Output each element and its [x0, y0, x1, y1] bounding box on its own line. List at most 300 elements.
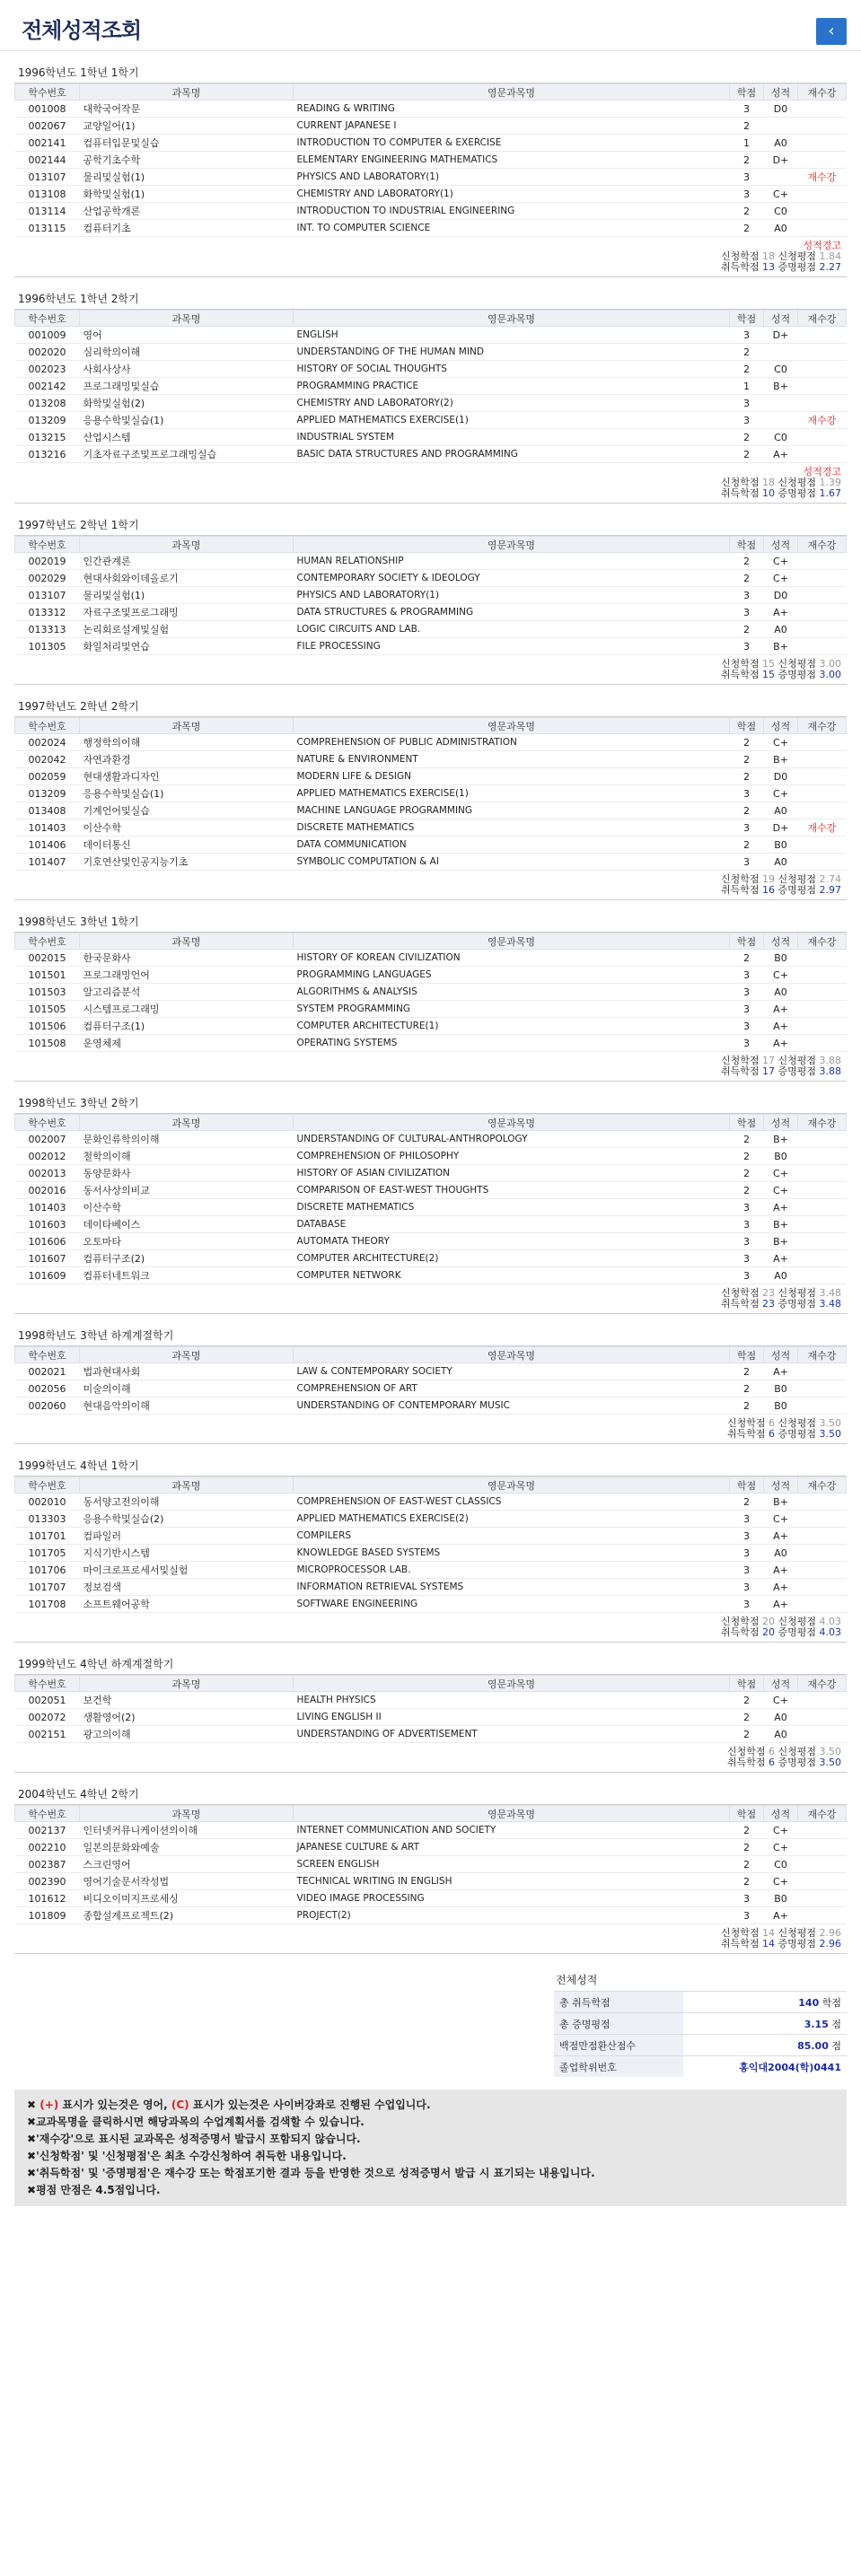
column-header-english-name: 영문과목명 — [294, 1347, 730, 1363]
course-name[interactable]: 철학의이해 — [80, 1148, 294, 1165]
table-row — [15, 203, 847, 220]
table-row — [15, 429, 847, 446]
course-name[interactable]: 물리및실험(1) — [80, 169, 294, 186]
english-name: CONTEMPORARY SOCIETY & IDEOLOGY — [294, 570, 730, 587]
applied-gpa-label: 신청평점 — [778, 1055, 816, 1066]
english-name: INFORMATION RETRIEVAL SYSTEMS — [294, 1579, 730, 1596]
course-name[interactable]: 현대생활과디자인 — [80, 768, 294, 785]
course-name[interactable]: 응용수학및실습(1) — [80, 412, 294, 429]
grade: D+ — [764, 819, 798, 837]
credits: 2 — [730, 446, 764, 463]
applied-gpa-value: 4.03 — [819, 1616, 841, 1627]
grade: B0 — [764, 950, 798, 967]
english-name: INT. TO COMPUTER SCIENCE — [294, 220, 730, 237]
course-name[interactable]: 행정학의이해 — [80, 734, 294, 751]
retake — [798, 1398, 847, 1415]
earned-credits-value: 14 — [761, 1938, 775, 1950]
grade: D+ — [764, 152, 798, 169]
table-row — [15, 327, 847, 344]
semester-title: 1997학년도 2학년 1학기 — [14, 514, 847, 536]
grade: B+ — [764, 751, 798, 768]
retake — [798, 1494, 847, 1511]
semester-summary — [14, 871, 847, 900]
course-name[interactable]: 자연과환경 — [80, 751, 294, 768]
page-title: 전체성적조회 — [22, 18, 142, 43]
english-name: COMPREHENSION OF PUBLIC ADMINISTRATION — [294, 734, 730, 751]
retake — [798, 1250, 847, 1267]
retake — [798, 327, 847, 344]
credits: 2 — [730, 950, 764, 967]
course-name[interactable]: 법과현대사회 — [80, 1363, 294, 1380]
course-name[interactable]: 이산수학 — [80, 819, 294, 837]
applied-credits-value: 6 — [768, 1417, 775, 1429]
retake — [798, 1018, 847, 1035]
course-code: 013313 — [15, 621, 80, 638]
grade: B+ — [764, 638, 798, 655]
retake — [798, 854, 847, 871]
retake — [798, 1579, 847, 1596]
applied-gpa-label: 신청평점 — [778, 1616, 816, 1627]
course-name[interactable]: 인터넷커뮤니케이션의이해 — [80, 1822, 294, 1839]
retake — [798, 1267, 847, 1284]
grade: C0 — [764, 1856, 798, 1873]
earned-line — [14, 1066, 841, 1077]
grade: A+ — [764, 1363, 798, 1380]
course-name[interactable]: 시스템프로그래밍 — [80, 1001, 294, 1018]
column-header-english-name: 영문과목명 — [294, 933, 730, 950]
retake — [798, 1148, 847, 1165]
applied-credits-label: 신청학점 — [726, 1746, 766, 1757]
course-name[interactable]: 이산수학 — [80, 1199, 294, 1216]
applied-gpa-value: 3.50 — [819, 1417, 841, 1429]
grade: A0 — [764, 854, 798, 871]
english-name: SYSTEM PROGRAMMING — [294, 1001, 730, 1018]
retake: 재수강 — [798, 169, 847, 186]
course-name[interactable]: 컴퓨터네트워크 — [80, 1267, 294, 1284]
table-row — [15, 1199, 847, 1216]
course-name[interactable]: 프로그래밍및실습 — [80, 378, 294, 395]
english-name: UNDERSTANDING OF ADVERTISEMENT — [294, 1726, 730, 1743]
cert-gpa-label: 증명평점 — [778, 1065, 816, 1077]
table-row — [15, 751, 847, 768]
column-header-english-name: 영문과목명 — [294, 1676, 730, 1692]
course-name[interactable]: 일본의문화와예술 — [80, 1839, 294, 1856]
earned-credits-value: 15 — [761, 669, 775, 680]
course-name[interactable]: 논리회로설계및실험 — [80, 621, 294, 638]
earned-credits-label: 취득학점 — [726, 1757, 766, 1768]
course-name[interactable]: 컴퓨터입문및실습 — [80, 135, 294, 152]
credits: 3 — [730, 412, 764, 429]
credits: 2 — [730, 1494, 764, 1511]
course-name[interactable]: 화일처리및연습 — [80, 638, 294, 655]
note-line: ✖ 교과목명을 클릭하시면 해당과목의 수업계획서를 검색할 수 있습니다. — [27, 2114, 834, 2131]
course-name[interactable]: 한국문화사 — [80, 950, 294, 967]
course-name[interactable]: 교양일어(1) — [80, 118, 294, 135]
credits: 3 — [730, 587, 764, 604]
earned-line — [14, 1757, 841, 1768]
course-name[interactable]: 동양문화사 — [80, 1165, 294, 1182]
column-header-retake: 재수강 — [798, 1115, 847, 1131]
credits: 3 — [730, 854, 764, 871]
total-label: 백점만점환산점수 — [554, 2035, 683, 2056]
total-value-cell — [683, 1992, 847, 2013]
grades-table — [14, 310, 847, 463]
course-name[interactable]: 컴퓨터구조(1) — [80, 1018, 294, 1035]
cert-gpa-value: 4.03 — [819, 1626, 841, 1638]
total-value-cell — [683, 2035, 847, 2056]
applied-line — [14, 1056, 841, 1066]
credits: 3 — [730, 1199, 764, 1216]
applied-credits-label: 신청학점 — [720, 1055, 760, 1066]
english-name: DISCRETE MATHEMATICS — [294, 819, 730, 837]
grade: A0 — [764, 1726, 798, 1743]
grade: C+ — [764, 785, 798, 802]
course-code: 002010 — [15, 1494, 80, 1511]
table-row — [15, 186, 847, 203]
retake — [798, 378, 847, 395]
credits: 2 — [730, 553, 764, 570]
table-row — [15, 1596, 847, 1613]
credits: 2 — [730, 118, 764, 135]
course-name[interactable]: 정보검색 — [80, 1579, 294, 1596]
course-name[interactable]: 스크린영어 — [80, 1856, 294, 1873]
english-name: CHEMISTRY AND LABORATORY(2) — [294, 395, 730, 412]
course-name[interactable]: 기계언어및실습 — [80, 802, 294, 819]
course-name[interactable]: 소프트웨어공학 — [80, 1596, 294, 1613]
english-name: HEALTH PHYSICS — [294, 1692, 730, 1709]
course-name[interactable]: 기초자료구조및프로그래밍실습 — [80, 446, 294, 463]
cert-gpa-value: 2.96 — [819, 1938, 841, 1950]
course-code: 002007 — [15, 1131, 80, 1148]
course-name[interactable]: 응용수학및실습(2) — [80, 1511, 294, 1528]
column-header-retake: 재수강 — [798, 84, 847, 101]
credits: 3 — [730, 186, 764, 203]
table-row — [15, 785, 847, 802]
retake — [798, 1562, 847, 1579]
table-header-row — [15, 1676, 847, 1692]
credits: 2 — [730, 1726, 764, 1743]
semester-section — [14, 1783, 847, 1954]
grade: A0 — [764, 984, 798, 1001]
applied-credits-value: 18 — [761, 477, 775, 488]
table-row — [15, 101, 847, 118]
retake — [798, 118, 847, 135]
course-name[interactable]: 심리학의이해 — [80, 344, 294, 361]
credits: 2 — [730, 1131, 764, 1148]
course-name[interactable]: 마이크로프로세서및실험 — [80, 1562, 294, 1579]
course-name[interactable]: 컴파일러 — [80, 1528, 294, 1545]
column-header-retake: 재수강 — [798, 1806, 847, 1822]
table-row — [15, 1001, 847, 1018]
english-name: HISTORY OF KOREAN CIVILIZATION — [294, 950, 730, 967]
course-name[interactable]: 현대음악의이해 — [80, 1398, 294, 1415]
course-name[interactable]: 데이타베이스 — [80, 1216, 294, 1233]
earned-credits-label: 취득학점 — [720, 261, 760, 273]
course-code: 002210 — [15, 1839, 80, 1856]
course-name[interactable]: 데이터통신 — [80, 837, 294, 854]
column-header-english-name: 영문과목명 — [294, 311, 730, 327]
credits: 2 — [730, 1839, 764, 1856]
english-name: ENGLISH — [294, 327, 730, 344]
english-name: TECHNICAL WRITING IN ENGLISH — [294, 1873, 730, 1890]
applied-gpa-label: 신청평점 — [778, 1417, 816, 1429]
grade: A+ — [764, 1199, 798, 1216]
applied-credits-value: 20 — [761, 1616, 775, 1627]
cert-gpa-label: 증명평점 — [778, 1626, 816, 1638]
credits: 3 — [730, 327, 764, 344]
table-row — [15, 587, 847, 604]
english-name: MODERN LIFE & DESIGN — [294, 768, 730, 785]
course-name[interactable]: 기호연산및인공지능기초 — [80, 854, 294, 871]
retake — [798, 638, 847, 655]
applied-line — [14, 1928, 841, 1939]
course-name[interactable]: 지식기반시스템 — [80, 1545, 294, 1562]
retake — [798, 587, 847, 604]
course-name[interactable]: 자료구조및프로그래밍 — [80, 604, 294, 621]
semester-section — [14, 911, 847, 1082]
credits: 2 — [730, 751, 764, 768]
course-name[interactable]: 응용수학및실습(1) — [80, 785, 294, 802]
applied-gpa-label: 신청평점 — [778, 1287, 816, 1299]
column-header-course-code: 학수번호 — [15, 1477, 80, 1494]
retake — [798, 570, 847, 587]
grade-warning: 성적경고 — [803, 240, 841, 251]
course-name[interactable]: 문화인류학의이해 — [80, 1131, 294, 1148]
course-name[interactable]: 공학기초수학 — [80, 152, 294, 169]
semester-summary — [14, 1613, 847, 1643]
page-header — [0, 0, 861, 51]
credits: 3 — [730, 1907, 764, 1924]
course-name[interactable]: 화학및실험(1) — [80, 186, 294, 203]
grade: A0 — [764, 1709, 798, 1726]
table-row — [15, 220, 847, 237]
earned-credits-value: 10 — [761, 487, 775, 499]
cert-gpa-value: 3.88 — [819, 1065, 841, 1077]
course-name[interactable]: 현대사회와이데올로기 — [80, 570, 294, 587]
applied-line — [14, 478, 841, 488]
course-name[interactable]: 산업시스템 — [80, 429, 294, 446]
applied-gpa-value: 1.84 — [819, 250, 841, 262]
retake: 재수강 — [798, 819, 847, 837]
earned-line — [14, 1939, 841, 1950]
retake — [798, 186, 847, 203]
table-row — [15, 412, 847, 429]
retake — [798, 984, 847, 1001]
grade: D+ — [764, 327, 798, 344]
grade — [764, 118, 798, 135]
credits: 3 — [730, 1035, 764, 1052]
course-name[interactable]: 오토마타 — [80, 1233, 294, 1250]
credits: 2 — [730, 1165, 764, 1182]
course-code: 002144 — [15, 152, 80, 169]
semester-section — [14, 288, 847, 504]
course-name[interactable]: 종합설계프로젝트(2) — [80, 1907, 294, 1924]
grade: A+ — [764, 1528, 798, 1545]
total-row — [554, 2035, 847, 2056]
retake — [798, 837, 847, 854]
earned-line — [14, 670, 841, 680]
column-header-credits: 학점 — [730, 537, 764, 553]
grade: C0 — [764, 203, 798, 220]
course-name[interactable]: 사회사상사 — [80, 361, 294, 378]
course-name[interactable]: 생활영어(2) — [80, 1709, 294, 1726]
applied-line — [14, 659, 841, 670]
grade: D0 — [764, 587, 798, 604]
grade: A+ — [764, 1035, 798, 1052]
grade: C+ — [764, 967, 798, 984]
column-header-course-code: 학수번호 — [15, 84, 80, 101]
course-code: 002021 — [15, 1363, 80, 1380]
course-code: 002137 — [15, 1822, 80, 1839]
credits: 3 — [730, 1018, 764, 1035]
grade: C+ — [764, 553, 798, 570]
retake — [798, 1216, 847, 1233]
grade: C+ — [764, 1839, 798, 1856]
cyber-mark: (C) — [171, 2098, 189, 2111]
semester-title: 1997학년도 2학년 2학기 — [14, 696, 847, 717]
table-row — [15, 1692, 847, 1709]
course-name[interactable]: 물리및실험(1) — [80, 587, 294, 604]
course-code: 002016 — [15, 1182, 80, 1199]
course-name[interactable]: 산업공학개론 — [80, 203, 294, 220]
credits: 3 — [730, 1511, 764, 1528]
earned-credits-value: 20 — [761, 1626, 775, 1638]
note-text: 표시가 있는것은 사이버강좌로 진행된 수업입니다. — [189, 2098, 431, 2111]
retake — [798, 1363, 847, 1380]
course-name[interactable]: 미술의이해 — [80, 1380, 294, 1398]
earned-credits-value: 6 — [768, 1757, 775, 1768]
semester-summary — [14, 237, 847, 277]
column-header-credits: 학점 — [730, 1676, 764, 1692]
course-code: 013303 — [15, 1511, 80, 1528]
grade: C+ — [764, 1692, 798, 1709]
retake — [798, 395, 847, 412]
column-header-grade: 성적 — [764, 537, 798, 553]
course-name[interactable]: 동서양고전의이해 — [80, 1494, 294, 1511]
course-name[interactable]: 비디오이미지프로세싱 — [80, 1890, 294, 1907]
course-code: 013408 — [15, 802, 80, 819]
credits: 2 — [730, 203, 764, 220]
table-header-row — [15, 933, 847, 950]
course-name[interactable]: 프로그래밍언어 — [80, 967, 294, 984]
english-name: FILE PROCESSING — [294, 638, 730, 655]
column-header-credits: 학점 — [730, 311, 764, 327]
retake — [798, 1182, 847, 1199]
course-name[interactable]: 영어기술문서작성법 — [80, 1873, 294, 1890]
retake — [798, 203, 847, 220]
column-header-credits: 학점 — [730, 933, 764, 950]
course-name[interactable]: 동서사상의비교 — [80, 1182, 294, 1199]
course-code: 101609 — [15, 1267, 80, 1284]
applied-gpa-label: 신청평점 — [778, 658, 816, 670]
applied-gpa-value: 3.00 — [819, 658, 841, 670]
credits: 1 — [730, 378, 764, 395]
semester-list — [0, 62, 861, 1954]
course-name[interactable]: 영어 — [80, 327, 294, 344]
applied-gpa-value: 3.50 — [819, 1746, 841, 1757]
total-row — [554, 2013, 847, 2035]
course-name[interactable]: 운영체제 — [80, 1035, 294, 1052]
column-header-grade: 성적 — [764, 1347, 798, 1363]
earned-credits-label: 취득학점 — [726, 1428, 766, 1440]
column-header-english-name: 영문과목명 — [294, 537, 730, 553]
table-row — [15, 1579, 847, 1596]
column-header-grade: 성적 — [764, 84, 798, 101]
retake — [798, 1233, 847, 1250]
column-header-english-name: 영문과목명 — [294, 1115, 730, 1131]
column-header-course-code: 학수번호 — [15, 718, 80, 734]
retake — [798, 1131, 847, 1148]
grade: C+ — [764, 570, 798, 587]
course-name[interactable]: 컴퓨터구조(2) — [80, 1250, 294, 1267]
credits: 3 — [730, 1579, 764, 1596]
semester-section — [14, 62, 847, 277]
course-name[interactable]: 대학국어작문 — [80, 101, 294, 118]
course-name[interactable]: 컴퓨터기초 — [80, 220, 294, 237]
chevron-left-icon: ‹ — [828, 22, 835, 40]
course-code: 101505 — [15, 1001, 80, 1018]
total-row — [554, 2056, 847, 2078]
course-code: 101607 — [15, 1250, 80, 1267]
total-label: 총 증명평점 — [554, 2013, 683, 2035]
applied-credits-label: 신청학점 — [726, 1417, 766, 1429]
table-header-row — [15, 718, 847, 734]
table-row — [15, 1233, 847, 1250]
course-code: 101708 — [15, 1596, 80, 1613]
english-name: UNDERSTANDING OF CULTURAL-ANTHROPOLOGY — [294, 1131, 730, 1148]
course-name[interactable]: 보건학 — [80, 1692, 294, 1709]
back-button[interactable] — [816, 18, 847, 45]
course-code: 002387 — [15, 1856, 80, 1873]
table-header-row — [15, 84, 847, 101]
course-code: 013208 — [15, 395, 80, 412]
credits: 3 — [730, 169, 764, 186]
course-name[interactable]: 광고의이해 — [80, 1726, 294, 1743]
applied-credits-label: 신청학점 — [720, 477, 760, 488]
table-row — [15, 1856, 847, 1873]
applied-line — [14, 1418, 841, 1429]
english-name: COMPUTER ARCHITECTURE(1) — [294, 1018, 730, 1035]
cert-gpa-label: 증명평점 — [778, 1938, 816, 1950]
grade: A+ — [764, 446, 798, 463]
course-name[interactable]: 화학및실험(2) — [80, 395, 294, 412]
course-code: 013107 — [15, 587, 80, 604]
course-code: 002042 — [15, 751, 80, 768]
applied-credits-label: 신청학점 — [720, 1287, 760, 1299]
credits: 3 — [730, 1233, 764, 1250]
course-code: 002019 — [15, 553, 80, 570]
course-code: 101707 — [15, 1579, 80, 1596]
course-name[interactable]: 인간관계론 — [80, 553, 294, 570]
course-name[interactable]: 알고리즘분석 — [80, 984, 294, 1001]
table-row — [15, 1494, 847, 1511]
total-value: 140 — [798, 1996, 820, 2009]
earned-credits-value: 16 — [761, 884, 775, 896]
retake — [798, 950, 847, 967]
course-code: 101503 — [15, 984, 80, 1001]
total-row — [554, 1992, 847, 2013]
total-unit: 학점 — [821, 1996, 841, 2009]
course-code: 001008 — [15, 101, 80, 118]
grade: A0 — [764, 1267, 798, 1284]
course-code: 002024 — [15, 734, 80, 751]
table-row — [15, 1839, 847, 1856]
applied-credits-value: 19 — [761, 873, 775, 885]
course-code: 002151 — [15, 1726, 80, 1743]
note-line — [27, 2097, 834, 2114]
course-code: 101407 — [15, 854, 80, 871]
retake — [798, 361, 847, 378]
